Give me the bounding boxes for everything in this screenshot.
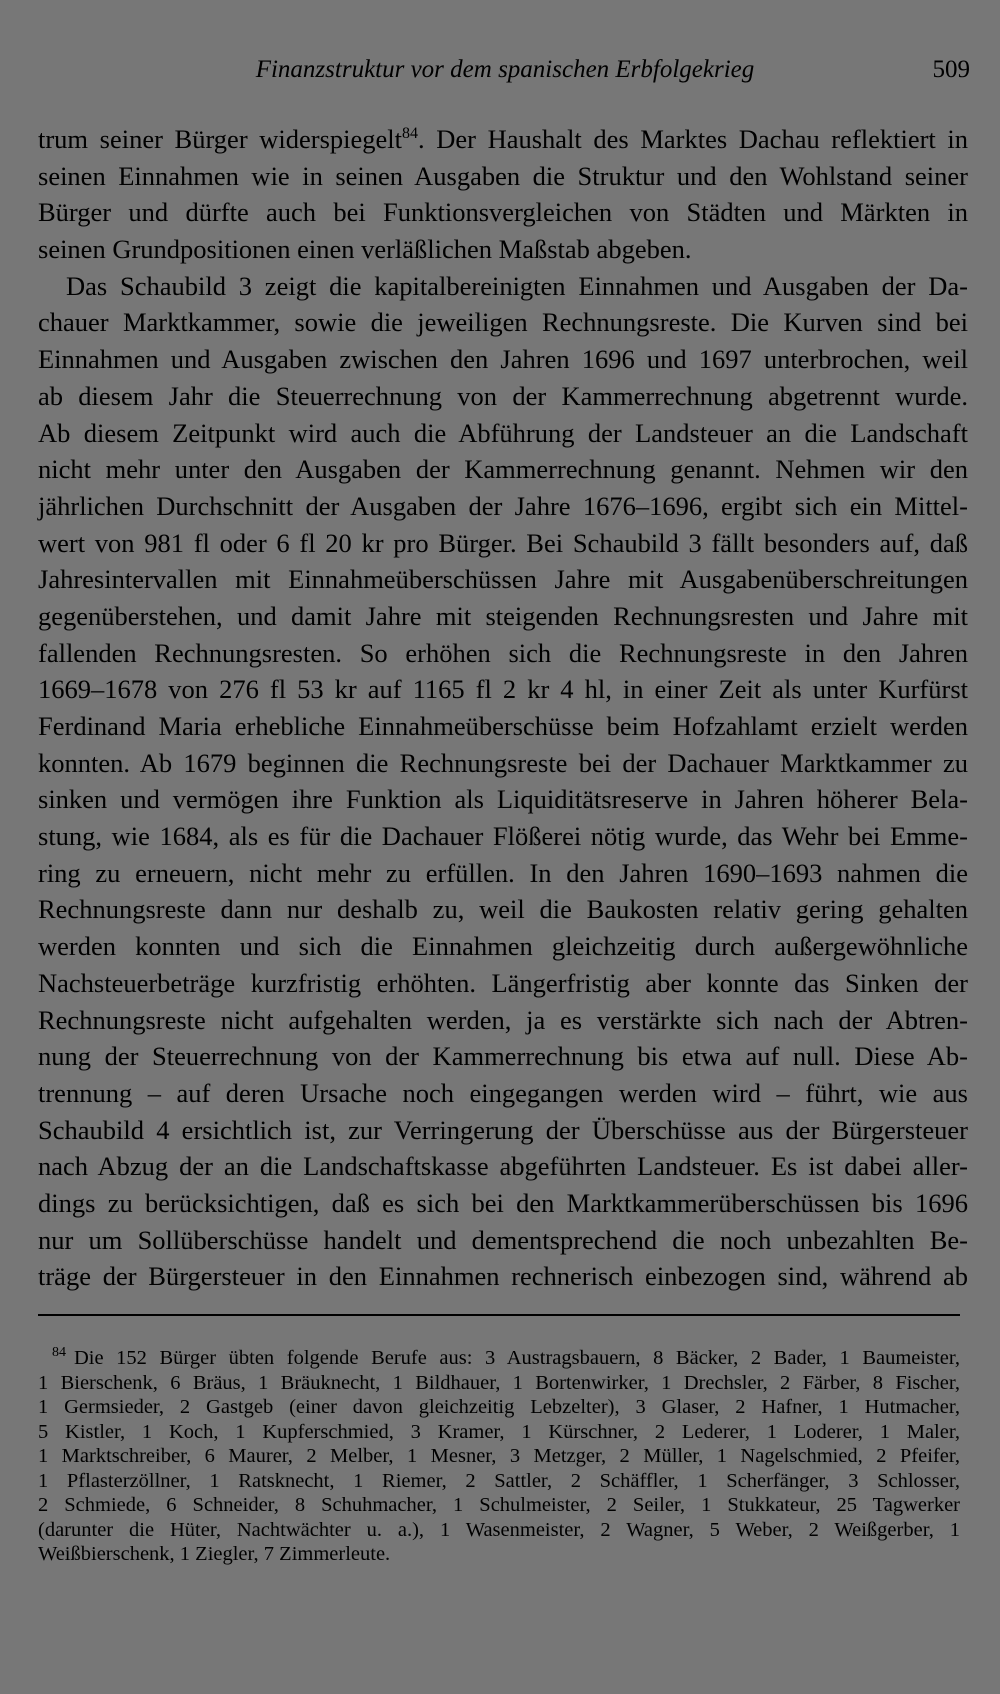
- text-line: Bürger und dürfte auch bei Funktionsvergleichen von Städten und Märkten in: [38, 197, 968, 228]
- footnote-line: 5 Kistler, 1 Koch, 1 Kupferschmied, 3 Kramer, 1 Kürschner, 2 Lederer, 1 Loderer, 1 Maler,: [38, 1420, 960, 1443]
- text-line: Nachsteuerbeträge kurzfristig erhöhten. Längerfristig aber konnte das Sinken der: [38, 967, 968, 998]
- text-line: Schaubild 4 ersichtlich ist, zur Verringerung der Überschüsse aus der Bürgersteuer: [38, 1114, 968, 1145]
- text-line: ab diesem Jahr die Steuerrechnung von der Kammerrechnung abgetrennt wurde.: [38, 380, 968, 411]
- text-line: wert von 981 fl oder 6 fl 20 kr pro Bürger. Bei Schaubild 3 fällt besonders auf, daß: [38, 527, 968, 558]
- footnote-line: Weißbierschenk, 1 Ziegler, 7 Zimmerleute.: [38, 1543, 391, 1565]
- running-title: Finanzstruktur vor dem spanischen Erbfolgekrieg: [255, 56, 755, 83]
- text-line: 1669–1678 von 276 fl 53 kr auf 1165 fl 2 kr 4 hl, in einer Zeit als unter Kurfürst: [38, 674, 968, 705]
- text-line: Ab diesem Zeitpunkt wird auch die Abführung der Landsteuer an die Landschaft: [38, 417, 968, 448]
- footnote-mark: 84: [52, 1345, 66, 1360]
- text-line: fallenden Rechnungsresten. So erhöhen sich die Rechnungsreste in den Jahren: [38, 637, 968, 668]
- footnote-line: 1 Marktschreiber, 6 Maurer, 2 Melber, 1 Mesner, 3 Metzger, 2 Müller, 1 Nagelschmied, 2 Pfeifer,: [38, 1445, 960, 1467]
- text-line: werden konnten und sich die Einnahmen gleichzeitig durch außergewöhnliche: [38, 931, 968, 962]
- text-line: chauer Marktkammer, sowie die jeweiligen Rechnungsreste. Die Kurven sind bei: [38, 307, 968, 338]
- text-line: Ferdinand Maria erhebliche Einnahmeüberschüsse beim Hofzahlamt erzielt werden: [38, 711, 968, 741]
- text-line: seinen Einnahmen wie in seinen Ausgaben die Struktur und den Wohlstand seiner: [38, 160, 968, 191]
- footnote-text: Die 152 Bürger übten folgende Berufe aus: 3 Austragsbauern, 8 Bäcker, 2 Bader, 1 Baumeister,: [74, 1347, 960, 1369]
- text-span: . Der Haushalt des Marktes Dachau reflektiert in: [418, 124, 968, 154]
- main-text: [38, 121, 968, 1295]
- footnote-line: (darunter die Hüter, Nachtwächter u. a.), 1 Wasenmeister, 2 Wagner, 5 Weber, 2 Weißgerber, 1: [38, 1518, 960, 1541]
- text-line: dings zu berücksichtigen, daß es sich bei den Marktkammerüberschüssen bis 1696: [38, 1187, 968, 1218]
- footnote-line: 1 Germsieder, 2 Gastgeb (einer davon gleichzeitig Lebzelter), 3 Glaser, 2 Hafner, 1 Hutmacher,: [38, 1396, 960, 1418]
- text-line: Rechnungsreste nicht aufgehalten werden, ja es verstärkte sich nach der Abtren-: [38, 1004, 968, 1035]
- text-line: nur um Sollüberschüsse handelt und dementsprechend die noch unbezahlten Be-: [38, 1224, 968, 1255]
- footnote-line: 1 Bierschenk, 6 Bräus, 1 Bräuknecht, 1 Bildhauer, 1 Bortenwirker, 1 Drechsler, 2 Färber, 8 Fischer,: [38, 1371, 960, 1394]
- page-number: 509: [932, 56, 970, 83]
- text-line: Jahresintervallen mit Einnahmeüberschüssen Jahre mit Ausgabenüberschreitungen: [38, 564, 968, 595]
- text-line: sinken und vermögen ihre Funktion als Liquiditätsreserve in Jahren höherer Bela-: [38, 784, 968, 815]
- text-line: stung, wie 1684, als es für die Dachauer Flößerei nötig wurde, das Wehr bei Emme-: [38, 821, 968, 852]
- text-line: trennung – auf deren Ursache noch eingegangen werden wird – führt, wie aus: [38, 1077, 968, 1108]
- text-line: nicht mehr unter den Ausgaben der Kammerrechnung genannt. Nehmen wir den: [38, 454, 968, 485]
- text-span: trum seiner Bürger widerspiegelt: [38, 124, 403, 154]
- text-line: Das Schaubild 3 zeigt die kapitalbereinigten Einnahmen und Ausgaben der Da-: [66, 270, 968, 301]
- text-line: [38, 121, 968, 158]
- text-line: träge der Bürgersteuer in den Einnahmen rechnerisch einbezogen sind, während ab: [38, 1261, 968, 1292]
- text-line: nung der Steuerrechnung von der Kammerrechnung bis etwa auf null. Diese Ab-: [38, 1041, 968, 1072]
- footnote-line: 2 Schmiede, 6 Schneider, 8 Schuhmacher, 1 Schulmeister, 2 Seiler, 1 Stukkateur, 25 Tagwerker: [38, 1494, 960, 1516]
- page-header: [40, 52, 970, 92]
- text-line: konnten. Ab 1679 beginnen die Rechnungsreste bei der Dachauer Marktkammer zu: [38, 747, 968, 778]
- text-line: seinen Grundpositionen einen verläßlichen Maßstab abgeben.: [38, 234, 692, 265]
- footnote-reference: 84: [402, 125, 419, 142]
- text-line: jährlichen Durchschnitt der Ausgaben der Jahre 1676–1696, ergibt sich ein Mittel-: [38, 490, 968, 521]
- text-line: Einnahmen und Ausgaben zwischen den Jahren 1696 und 1697 unterbrochen, weil: [38, 344, 968, 375]
- footnote-line: [38, 1346, 960, 1371]
- footnote-line: 1 Pflasterzöllner, 1 Ratsknecht, 1 Riemer, 2 Sattler, 2 Schäffler, 1 Scherfänger, 3 Schlosser,: [38, 1469, 960, 1492]
- footnote-divider: [38, 1314, 960, 1316]
- text-line: nach Abzug der an die Landschaftskasse abgeführten Landsteuer. Es ist dabei aller-: [38, 1151, 968, 1182]
- text-line: ring zu erneuern, nicht mehr zu erfüllen. In den Jahren 1690–1693 nahmen die: [38, 857, 968, 888]
- footnote: [38, 1346, 960, 1567]
- text-line: gegenüberstehen, und damit Jahre mit steigenden Rechnungsresten und Jahre mit: [38, 600, 968, 631]
- text-line: Rechnungsreste dann nur deshalb zu, weil die Baukosten relativ gering gehalten: [38, 894, 968, 925]
